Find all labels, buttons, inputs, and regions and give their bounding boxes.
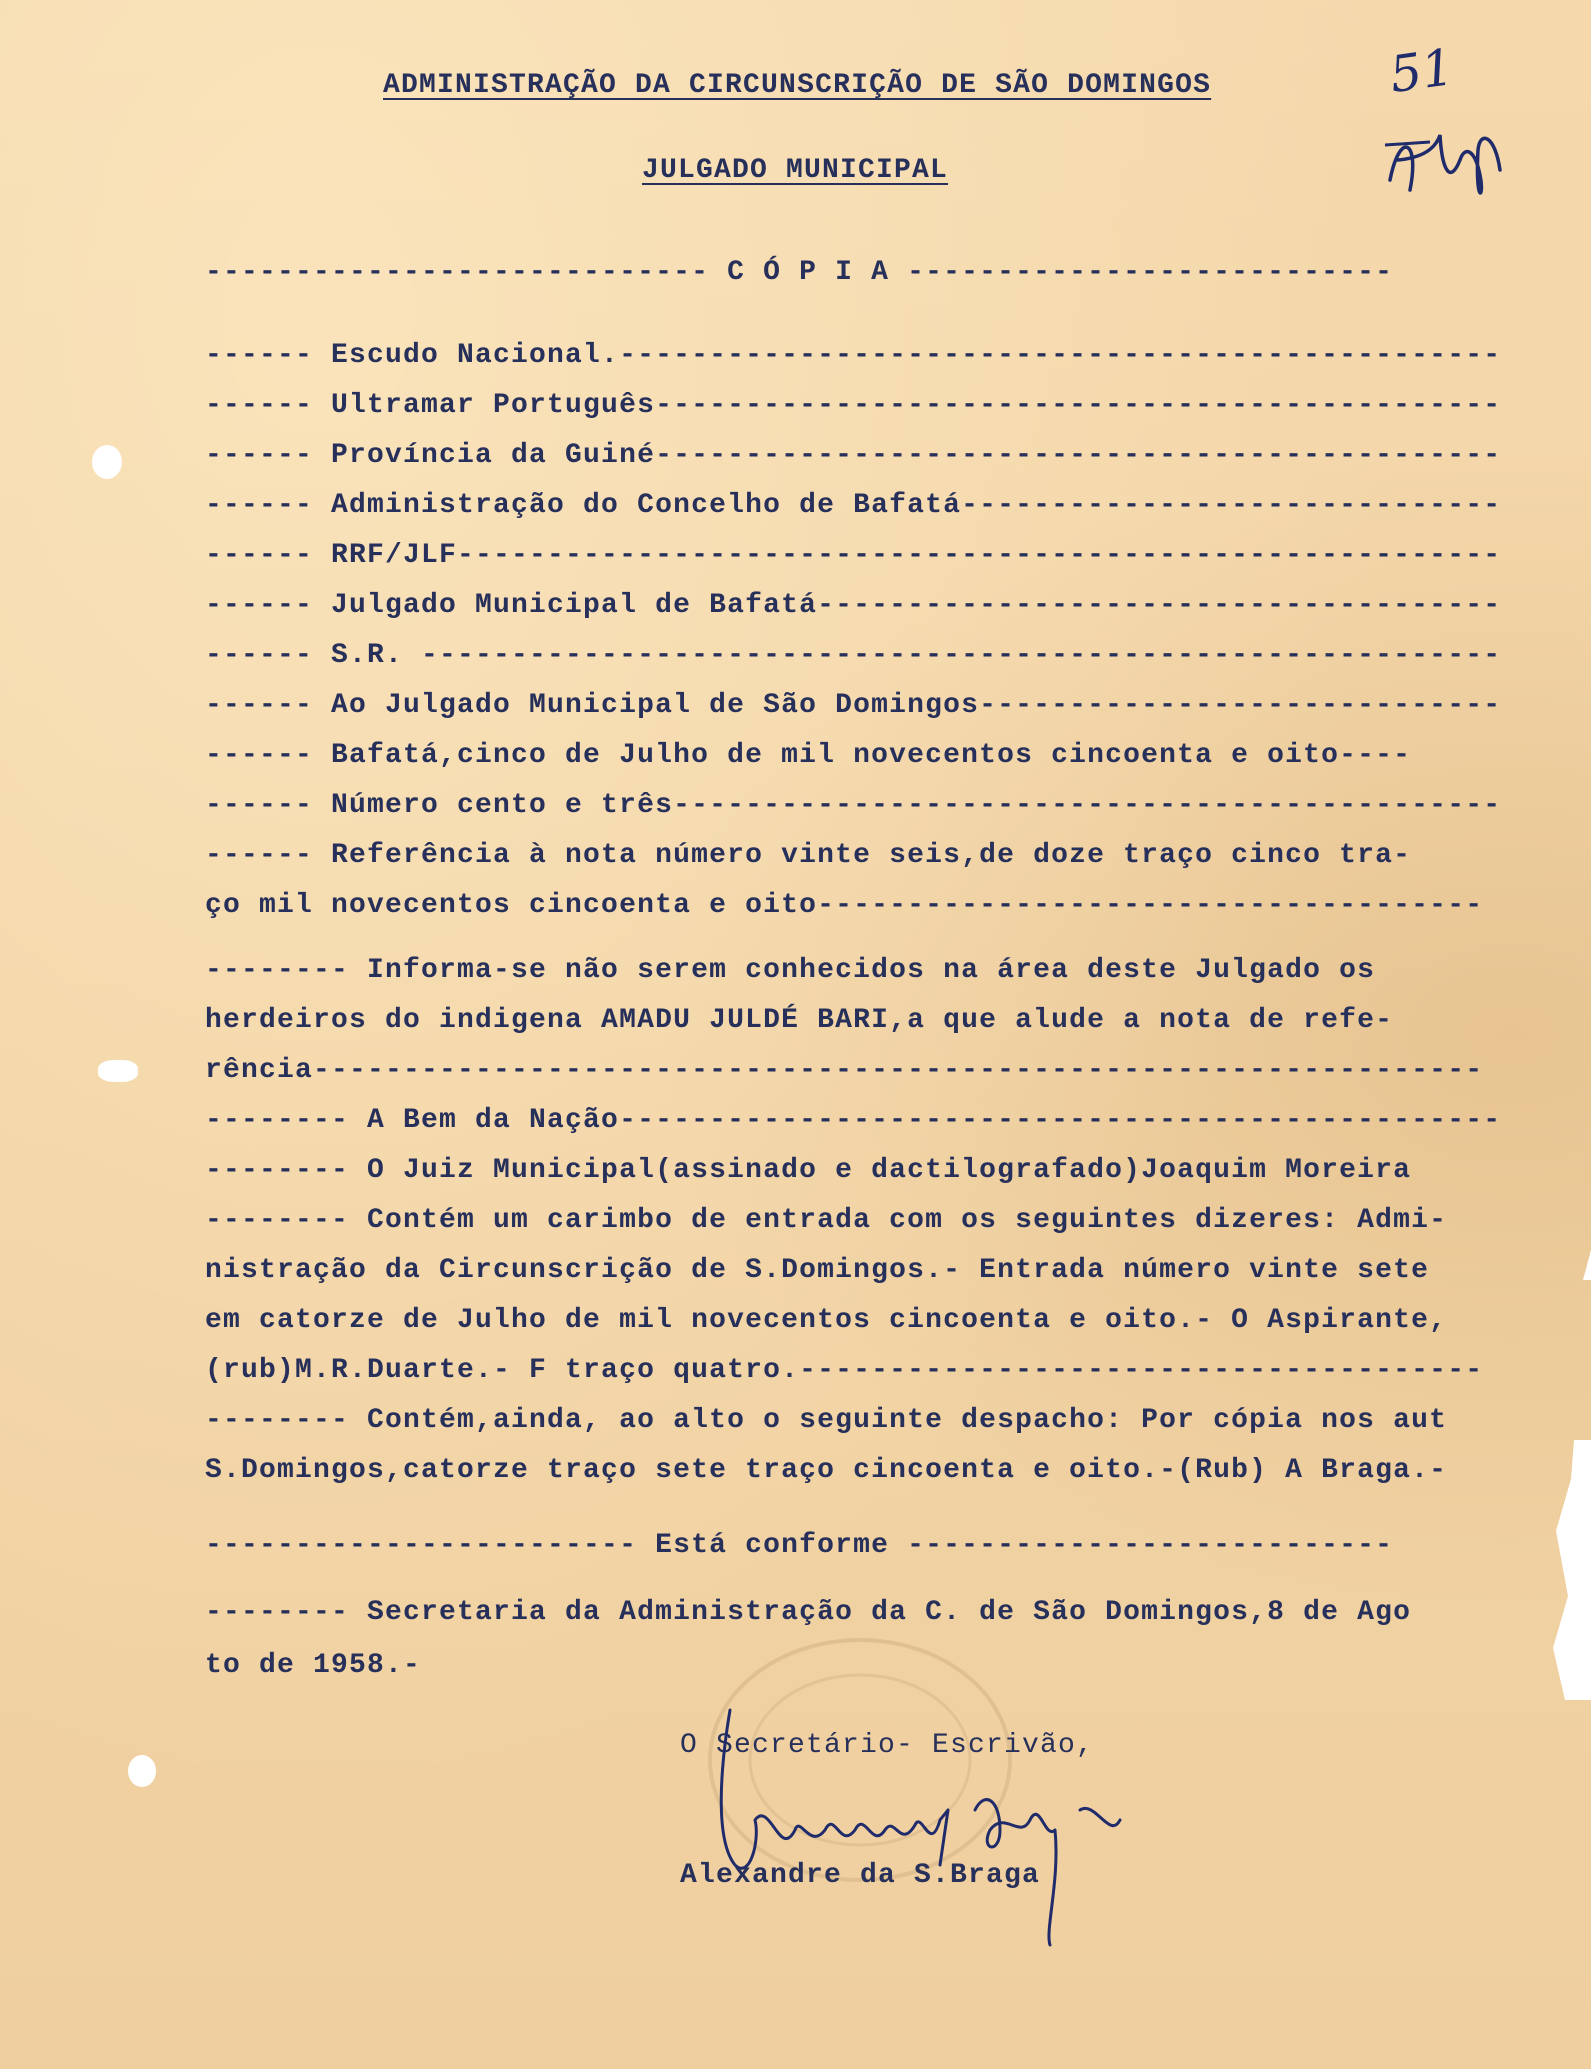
header-line: ------ Província da Guiné----------------------------------------------- (205, 440, 1502, 471)
punch-hole (98, 1060, 138, 1082)
body-line: -------- Informa-se não serem conhecidos na área deste Julgado os (205, 955, 1376, 986)
header-title: ADMINISTRAÇÃO DA CIRCUNSCRIÇÃO DE SÃO DOMINGOS (383, 70, 1212, 101)
header-line: ------ Bafatá,cinco de Julho de mil novecentos cincoenta e oito---- (205, 740, 1412, 771)
closing-line: -------- Secretaria da Administração da C. de São Domingos,8 de Ago (205, 1597, 1412, 1628)
header-line: ------ S.R. ------------------------------------------------------------ (205, 640, 1502, 671)
signature-role: O Secretário- Escrivão, (680, 1730, 1095, 1761)
body-line: em catorze de Julho de mil novecentos cincoenta e oito.- O Aspirante, (205, 1305, 1448, 1336)
torn-edge (1541, 1440, 1591, 1700)
punch-hole (128, 1755, 156, 1787)
body-line: S.Domingos,catorze traço sete traço cincoenta e oito.-(Rub) A Braga.- (205, 1455, 1448, 1486)
header-line: ------ Ao Julgado Municipal de São Domingos----------------------------- (205, 690, 1502, 721)
body-line: rência----------------------------------------------------------------- (205, 1055, 1484, 1086)
header-line: ------ Julgado Municipal de Bafatá-------------------------------------- (205, 590, 1502, 621)
body-line: nistração da Circunscrição de S.Domingos.- Entrada número vinte sete (205, 1255, 1430, 1286)
header-line: ------ Escudo Nacional.------------------------------------------------- (205, 340, 1502, 371)
body-line: herdeiros do indigena AMADU JULDÉ BARI,a que alude a nota de refe- (205, 1005, 1394, 1036)
header-line: ------ Referência à nota número vinte seis,de doze traço cinco tra- (205, 840, 1412, 871)
header-line: ço mil novecentos cincoenta e oito------------------------------------- (205, 890, 1484, 921)
handwritten-signature (700, 1690, 1140, 1950)
header-line: ------ Número cento e três---------------------------------------------- (205, 790, 1502, 821)
header-line: ------ Administração do Concelho de Bafatá------------------------------ (205, 490, 1502, 521)
header-line: ------ RRF/JLF---------------------------------------------------------- (205, 540, 1502, 571)
body-line: -------- Contém um carimbo de entrada com os seguintes dizeres: Admi- (205, 1205, 1448, 1236)
header-line: ------ Ultramar Português----------------------------------------------- (205, 390, 1502, 421)
body-line: -------- O Juiz Municipal(assinado e dactilografado)Joaquim Moreira (205, 1155, 1412, 1186)
copia-line: ---------------------------- C Ó P I A --------------------------- (205, 257, 1394, 288)
initials-signature (1380, 90, 1520, 210)
body-line: -------- Contém,ainda, ao alto o seguinte despacho: Por cópia nos aut (205, 1405, 1448, 1436)
punch-hole (92, 445, 122, 479)
conforme-line: ------------------------ Está conforme --------------------------- (205, 1530, 1394, 1561)
header-subtitle: JULGADO MUNICIPAL (642, 155, 949, 186)
body-line: (rub)M.R.Duarte.- F traço quatro.-------------------------------------- (205, 1355, 1484, 1386)
torn-edge (1571, 1220, 1591, 1280)
closing-line: to de 1958.- (205, 1650, 422, 1681)
signature-name: Alexandre da S.Braga (680, 1860, 1041, 1891)
page-number: 51 (1386, 37, 1458, 105)
body-line: -------- A Bem da Nação------------------------------------------------- (205, 1105, 1502, 1136)
